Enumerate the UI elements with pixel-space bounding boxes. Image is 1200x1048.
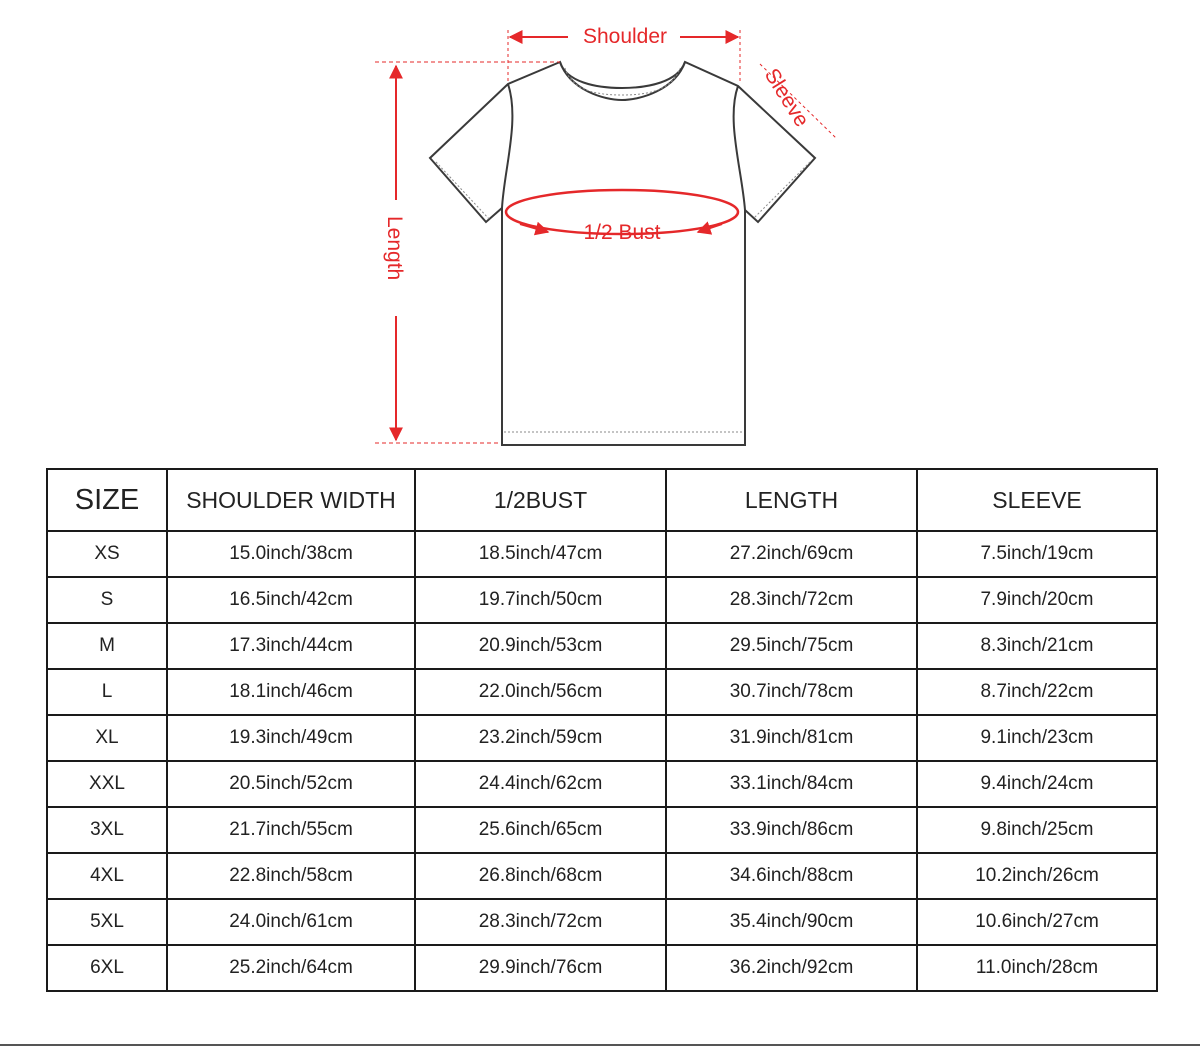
sleeve-cell: 7.5inch/19cm xyxy=(917,531,1157,577)
bust-cell: 28.3inch/72cm xyxy=(415,899,666,945)
table-row xyxy=(47,761,1157,807)
bust-cell: 25.6inch/65cm xyxy=(415,807,666,853)
sleeve-cell: 8.3inch/21cm xyxy=(917,623,1157,669)
bust-cell: 26.8inch/68cm xyxy=(415,853,666,899)
tshirt-stitching xyxy=(436,68,810,432)
sleeve-cell: 9.1inch/23cm xyxy=(917,715,1157,761)
bottom-divider xyxy=(0,1044,1200,1046)
bust-label: 1/2 Bust xyxy=(583,221,661,244)
shoulder-cell: 21.7inch/55cm xyxy=(167,807,415,853)
tshirt-diagram xyxy=(0,0,1200,460)
header-length: LENGTH xyxy=(666,469,917,531)
length-measure xyxy=(375,62,560,443)
shoulder-cell: 19.3inch/49cm xyxy=(167,715,415,761)
header-row xyxy=(47,469,1157,531)
table-row xyxy=(47,899,1157,945)
sleeve-cell: 9.4inch/24cm xyxy=(917,761,1157,807)
size-cell: S xyxy=(47,577,167,623)
bust-cell: 20.9inch/53cm xyxy=(415,623,666,669)
shoulder-cell: 25.2inch/64cm xyxy=(167,945,415,991)
sleeve-cell: 8.7inch/22cm xyxy=(917,669,1157,715)
bust-cell: 19.7inch/50cm xyxy=(415,577,666,623)
table-row xyxy=(47,807,1157,853)
sleeve-cell: 10.2inch/26cm xyxy=(917,853,1157,899)
table-row xyxy=(47,715,1157,761)
bust-cell: 24.4inch/62cm xyxy=(415,761,666,807)
bust-cell: 18.5inch/47cm xyxy=(415,531,666,577)
bust-cell: 29.9inch/76cm xyxy=(415,945,666,991)
sleeve-measure xyxy=(760,64,836,138)
length-cell: 33.1inch/84cm xyxy=(666,761,917,807)
table-row xyxy=(47,623,1157,669)
sleeve-cell: 10.6inch/27cm xyxy=(917,899,1157,945)
size-cell: XS xyxy=(47,531,167,577)
size-chart-table xyxy=(46,468,1158,992)
size-cell: XXL xyxy=(47,761,167,807)
tshirt-outline xyxy=(430,62,815,445)
shoulder-cell: 22.8inch/58cm xyxy=(167,853,415,899)
size-cell: 5XL xyxy=(47,899,167,945)
length-cell: 28.3inch/72cm xyxy=(666,577,917,623)
length-cell: 30.7inch/78cm xyxy=(666,669,917,715)
header-shoulder-width: SHOULDER WIDTH xyxy=(167,469,415,531)
sleeve-label: Sleeve xyxy=(759,64,814,132)
length-cell: 27.2inch/69cm xyxy=(666,531,917,577)
length-cell: 36.2inch/92cm xyxy=(666,945,917,991)
table-row xyxy=(47,945,1157,991)
size-cell: XL xyxy=(47,715,167,761)
header-half-bust: 1/2BUST xyxy=(415,469,666,531)
sleeve-cell: 9.8inch/25cm xyxy=(917,807,1157,853)
table-row xyxy=(47,531,1157,577)
shoulder-measure xyxy=(508,25,740,84)
header-sleeve: SLEEVE xyxy=(917,469,1157,531)
shoulder-cell: 18.1inch/46cm xyxy=(167,669,415,715)
size-cell: 6XL xyxy=(47,945,167,991)
table-row xyxy=(47,577,1157,623)
tshirt-illustration xyxy=(0,0,1200,460)
shoulder-label: Shoulder xyxy=(582,25,668,48)
size-cell: M xyxy=(47,623,167,669)
length-cell: 31.9inch/81cm xyxy=(666,715,917,761)
shoulder-cell: 16.5inch/42cm xyxy=(167,577,415,623)
header-size: SIZE xyxy=(47,469,167,531)
shoulder-cell: 24.0inch/61cm xyxy=(167,899,415,945)
table-row xyxy=(47,853,1157,899)
size-cell: 4XL xyxy=(47,853,167,899)
shoulder-cell: 17.3inch/44cm xyxy=(167,623,415,669)
length-cell: 29.5inch/75cm xyxy=(666,623,917,669)
length-cell: 34.6inch/88cm xyxy=(666,853,917,899)
size-cell: 3XL xyxy=(47,807,167,853)
shoulder-cell: 15.0inch/38cm xyxy=(167,531,415,577)
bust-measure xyxy=(506,190,738,244)
length-label: Length xyxy=(383,216,406,281)
size-cell: L xyxy=(47,669,167,715)
sleeve-cell: 7.9inch/20cm xyxy=(917,577,1157,623)
bust-cell: 22.0inch/56cm xyxy=(415,669,666,715)
length-cell: 33.9inch/86cm xyxy=(666,807,917,853)
shoulder-cell: 20.5inch/52cm xyxy=(167,761,415,807)
length-cell: 35.4inch/90cm xyxy=(666,899,917,945)
bust-cell: 23.2inch/59cm xyxy=(415,715,666,761)
table-row xyxy=(47,669,1157,715)
sleeve-cell: 11.0inch/28cm xyxy=(917,945,1157,991)
